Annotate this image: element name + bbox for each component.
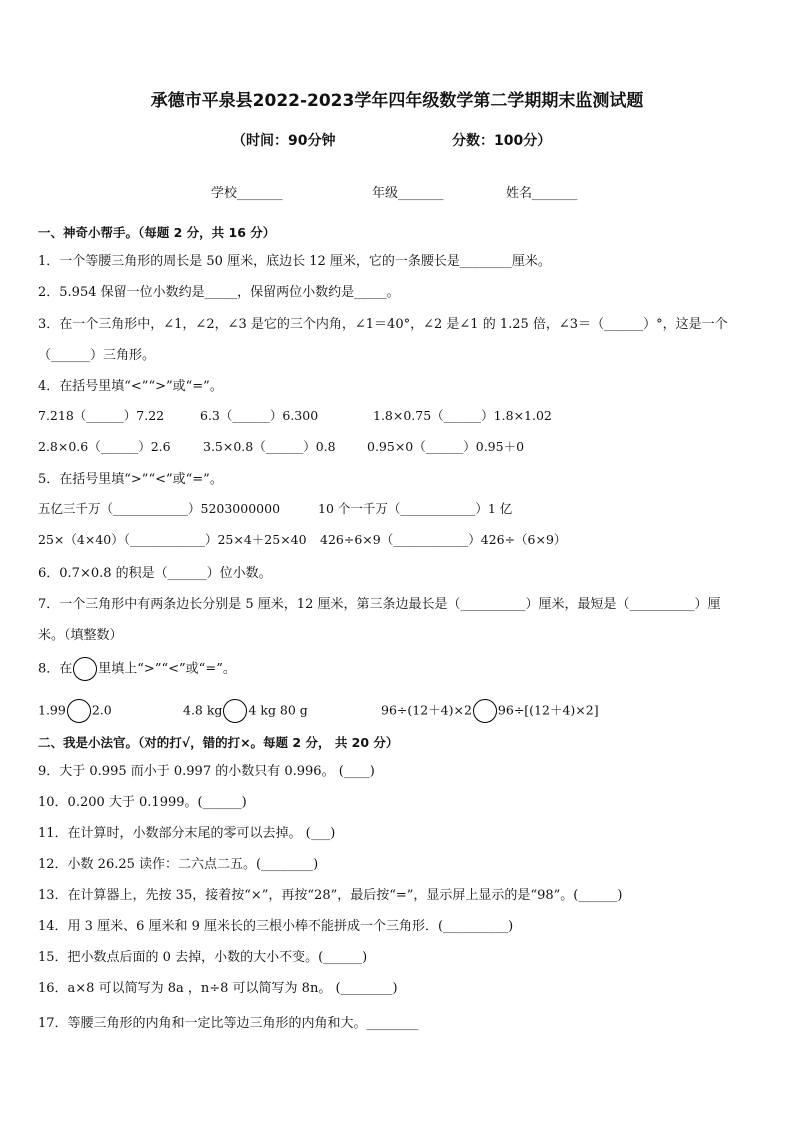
answer-circle [73,657,97,681]
q8-right: 4 kg 80 g [248,702,308,718]
question-11: 11．在计算时，小数部分末尾的零可以去掉。 (___) [38,826,336,841]
q8-item [183,699,308,723]
question-5: 5．在括号里填“>”“<”或“=”。 [38,472,223,487]
question-14: 14．用 3 厘米、6 厘米和 9 厘米长的三根小棒不能拼成一个三角形．(__________) [38,919,514,934]
question-16: 16．a×8 可以简写为 8a ，n÷8 可以简写为 8n。 (________) [38,981,398,996]
q4-item: 3.5×0.8（______）0.8 [203,439,336,454]
q4-item: 1.8×0.75（______）1.8×1.02 [373,408,552,423]
school-field: 学校_______ [211,186,283,201]
total-score: 分数：100分） [452,133,552,149]
question-15: 15．把小数点后面的 0 去掉，小数的大小不变。(______) [38,950,368,965]
answer-circle [473,699,497,723]
q8-item [381,699,599,723]
question-12: 12．小数 26.25 读作：二六点二五。(________) [38,857,319,872]
q8-left: 4.8 kg [183,702,223,718]
question-6: 6．0.7×0.8 的积是（______）位小数。 [38,566,272,581]
q8-left: 96÷(12＋4)×2 [381,702,472,718]
q8-prefix: 8．在 [38,661,73,677]
q4-item: 6.3（______）6.300 [200,408,319,423]
q4-item: 7.218（______）7.22 [38,408,165,423]
q4-item: 0.95×0（______）0.95＋0 [367,439,525,454]
question-10: 10．0.200 大于 0.1999。(______) [38,795,247,810]
q8-right: 96÷[(12＋4)×2] [497,702,599,718]
question-13: 13．在计算器上，先按 35，接着按“×”，再按“28”，最后按“=”，显示屏上显示的是“98”。(______) [38,888,623,903]
q5-item: 五亿三千万（____________）5203000000 [38,501,281,516]
name-field: 姓名_______ [506,186,578,201]
page-title: 承德市平泉县2022-2023学年四年级数学第二学期期末监测试题 [150,91,644,111]
question-17: 17．等腰三角形的内角和一定比等边三角形的内角和大。________ [38,1016,419,1031]
q8-suffix: 里填上“>”“<”或“=”。 [98,661,236,677]
q8-right: 2.0 [91,702,112,718]
q8-left: 1.99 [38,702,66,718]
section-1-heading: 一、神奇小帮手。（每题 2 分，共 16 分） [38,225,276,240]
q5-item: 10 个一千万（____________）1 亿 [318,501,513,516]
q8-item [38,699,112,723]
section-2-heading: 二、我是小法官。（对的打√，错的打×。每题 2 分， 共 20 分） [38,735,399,750]
question-9: 9．大于 0.995 而小于 0.997 的小数只有 0.996。 (____) [38,764,375,779]
time-limit: （时间：90分钟 [232,133,336,149]
question-3-line-2: （______）三角形。 [38,348,156,363]
question-1: 1．一个等腰三角形的周长是 50 厘米，底边长 12 厘米，它的一条腰长是________厘米。 [38,254,551,269]
grade-field: 年级_______ [372,186,444,201]
question-4: 4．在括号里填“<”“>”或“=”。 [38,379,223,394]
question-7-line-1: 7．一个三角形中有两条边长分别是 5 厘米，12 厘米，第三条边最长是（__________）厘米，最短是（__________）厘 [38,597,721,612]
question-8 [38,657,236,681]
q5-item: 25×（4×40）（____________）25×4＋25×40 [38,532,307,547]
answer-circle [223,699,247,723]
question-2: 2．5.954 保留一位小数约是_____，保留两位小数约是_____。 [38,285,400,300]
question-3-line-1: 3．在一个三角形中，∠1，∠2，∠3 是它的三个内角，∠1＝40°，∠2 是∠1 的 1.25 倍，∠3＝（______）°，这是一个 [38,317,728,332]
q4-item: 2.8×0.6（______）2.6 [38,439,171,454]
question-7-line-2: 米。（填整数） [38,628,123,643]
answer-circle [67,699,91,723]
q5-item: 426÷6×9（____________）426÷（6×9） [320,532,567,547]
